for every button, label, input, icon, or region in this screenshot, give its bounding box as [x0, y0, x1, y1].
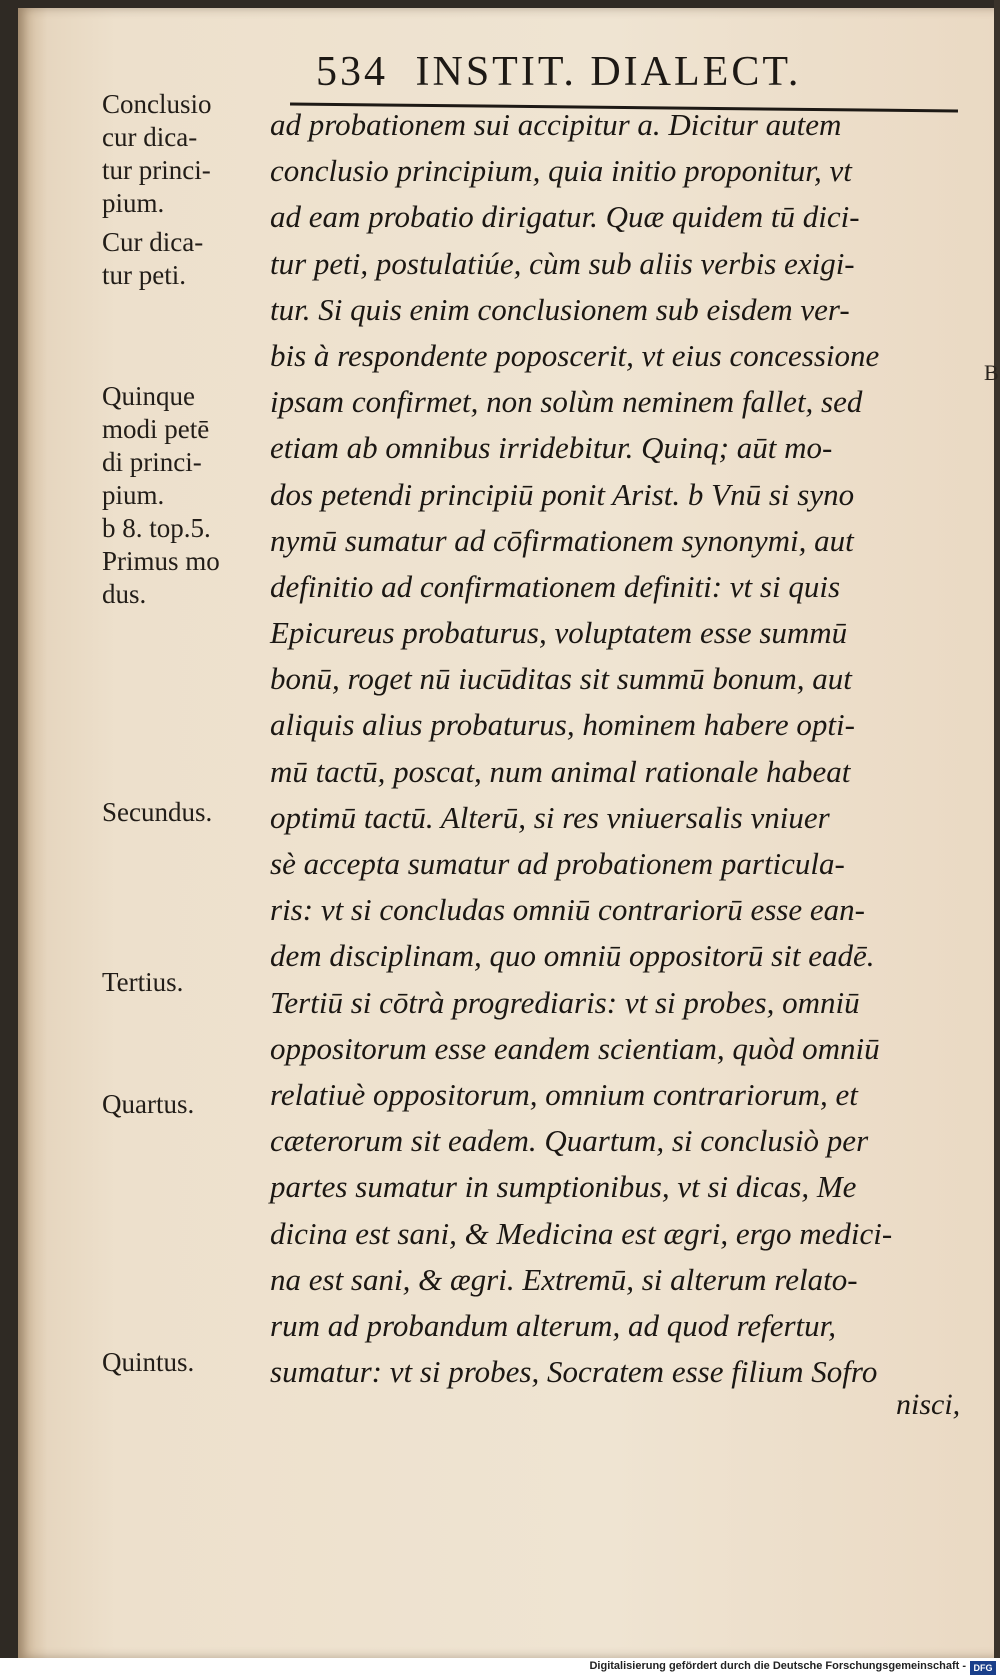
text-line: dem disciplinam, quo omniū oppositorū sit eadē.: [270, 938, 875, 974]
page-header: [316, 48, 801, 96]
text-line: relatiuè oppositorum, omnium contrariorum, et: [270, 1076, 858, 1112]
margin-note: Conclusio cur dica- tur princi- pium.: [102, 89, 212, 218]
text-line: nymū sumatur ad cōfirmationem synonymi, aut: [270, 522, 854, 558]
margin-note: Tertius.: [102, 967, 184, 997]
text-line: na est sani, & ægri. Extremū, si alterum relato-: [270, 1261, 858, 1297]
digitization-footer: [0, 1658, 1000, 1678]
margin-note: Secundus.: [102, 797, 213, 827]
text-line: bonū, roget nū iucūditas sit summū bonum, aut: [270, 661, 852, 697]
funding-credit: Digitalisierung gefördert durch die Deutsche Forschungsgemeinschaft -: [589, 1660, 966, 1672]
text-line: mū tactū, poscat, num animal rationale habeat: [270, 753, 851, 789]
catchword: nisci,: [896, 1388, 961, 1421]
margin-note: Quartus.: [102, 1089, 195, 1119]
page-edge: [994, 0, 1000, 1658]
text-line: dos petendi principiū ponit Arist. b Vnū si syno: [270, 476, 855, 512]
text-line: ris: vt si concludas omniū contrariorū esse ean-: [270, 892, 865, 928]
text-line: bis à respondente poposcerit, vt eius concessione: [270, 337, 880, 373]
page-number: 534: [316, 49, 388, 95]
text-line: ad eam probatio dirigatur. Quæ quidem tū dici-: [270, 199, 860, 235]
text-line: aliquis alius probaturus, hominem habere opti-: [270, 707, 855, 743]
text-line: tur. Si quis enim conclusionem sub eisdem ver-: [270, 291, 850, 327]
margin-note: Quinque modi petē di princi- pium. b 8. top.5. Primus mo dus.: [102, 381, 220, 609]
text-line: oppositorum esse eandem scientiam, quòd omniū: [270, 1030, 880, 1066]
main-text: [270, 102, 976, 1395]
text-line: definitio ad confirmationem definiti: vt si quis: [270, 568, 841, 604]
text-line: optimū tactū. Alterū, si res vniuersalis vniuer: [270, 799, 830, 835]
text-line: dicina est sani, & Medicina est ægri, ergo medici-: [270, 1215, 893, 1251]
margin-notes: [102, 88, 274, 1388]
text-line: cæterorum sit eadem. Quartum, si conclusiò per: [270, 1123, 869, 1159]
text-line: sumatur: vt si probes, Socratem esse filium Sofro: [270, 1354, 878, 1390]
margin-note: Quintus.: [102, 1347, 195, 1377]
text-line: Epicureus probaturus, voluptatem esse summū: [270, 615, 848, 651]
text-line: conclusio principium, quia initio proponitur, vt: [270, 153, 852, 189]
dfg-logo-icon: DFG: [970, 1661, 996, 1675]
text-line: ipsam confirmet, non solùm neminem fallet, sed: [270, 384, 863, 420]
side-letter: B: [984, 360, 999, 385]
text-line: etiam ab omnibus irridebitur. Quinq; aūt mo-: [270, 430, 833, 466]
text-line: Tertiū si cōtrà progrediaris: vt si probes, omniū: [270, 984, 860, 1020]
text-line: tur peti, postulatiúe, cùm sub aliis verbis exigi-: [270, 245, 855, 281]
text-line: rum ad probandum alterum, ad quod refertur,: [270, 1307, 837, 1343]
running-title: INSTIT. DIALECT.: [415, 49, 802, 95]
text-line: sè accepta sumatur ad probationem particula-: [270, 846, 845, 881]
margin-note: Cur dica- tur peti.: [102, 227, 204, 290]
text-line: partes sumatur in sumptionibus, vt si dicas, Me: [270, 1169, 857, 1205]
text-line: ad probationem sui accipitur a. Dicitur autem: [270, 107, 842, 142]
